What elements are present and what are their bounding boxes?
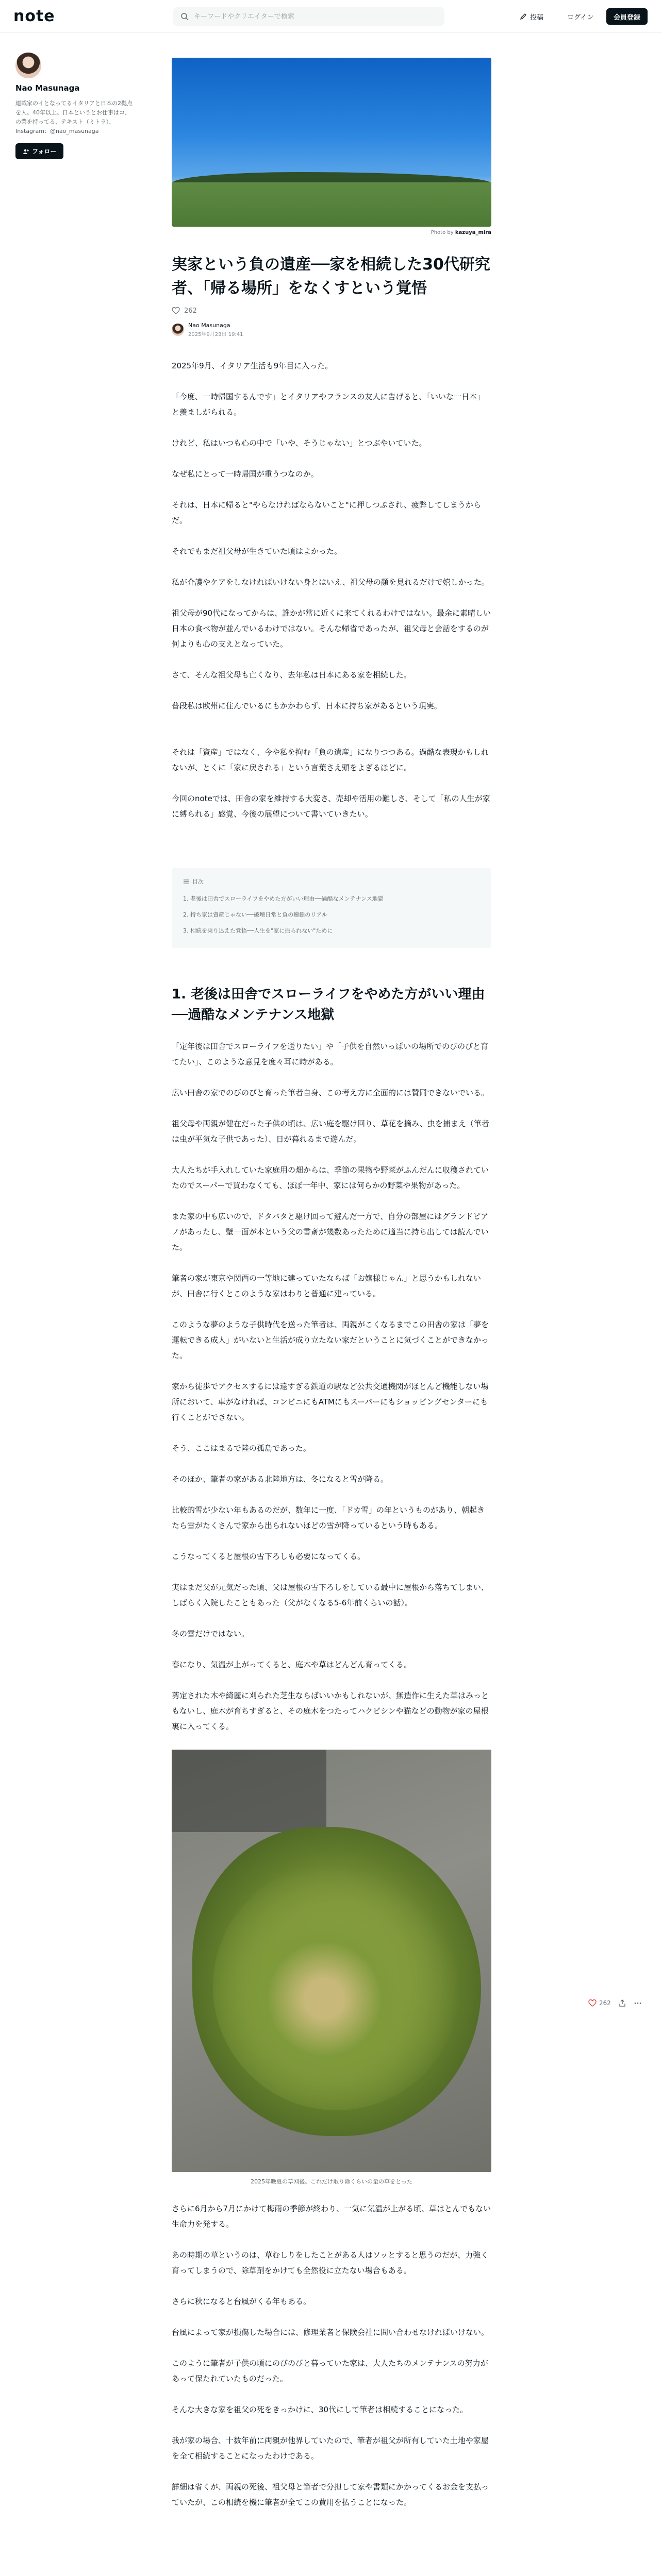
- photo-credit: [172, 230, 491, 235]
- photo-credit-prefix: Photo by: [431, 230, 454, 235]
- article: [172, 58, 491, 2526]
- paragraph: 2025年9月、イタリア生活も9年目に入った。: [172, 361, 333, 370]
- paragraph: あの時期の草というのは、草むしりをしたことがある人はソッとすると思うのだが、力強く育ってしまうので、除草剤をかけても全然役に立たない場合もある。: [172, 2250, 489, 2275]
- paragraph: さらに秋になると台風がくる年もある。: [172, 2297, 311, 2306]
- paragraph: さて、そんな祖父母も亡くなり、去年私は日本にある家を相続した。: [172, 670, 411, 680]
- follow-button[interactable]: [15, 143, 63, 159]
- article-body: [172, 358, 491, 2510]
- paragraph: 台風によって家が損傷した場合には、修理業者と保険会社に問い合わせなければいけない。: [172, 2328, 489, 2337]
- hero-image: [172, 58, 491, 227]
- post-button[interactable]: [520, 8, 543, 25]
- paragraph: さらに6月から7月にかけて梅雨の季節が終わり、一気に気温が上がる頃、草はとんでもない生命力を発する。: [172, 2204, 491, 2229]
- search-input[interactable]: [194, 13, 431, 21]
- toc-label: 目次: [192, 878, 204, 885]
- author-name[interactable]: Nao Masunaga: [188, 322, 230, 329]
- paragraph: 春になり、気温が上がってくると、庭木や草はどんどん育ってくる。: [172, 1660, 412, 1669]
- article-title: 実家という負の遺産──家を相続した30代研究者、「帰る場所」をなくすという覚悟: [172, 256, 490, 297]
- author-meta: [188, 322, 243, 337]
- publish-date: 2025年9月23日 19:41: [188, 332, 243, 337]
- search-icon: [180, 12, 189, 21]
- share-icon[interactable]: [618, 1999, 626, 2007]
- float-like-count: 262: [599, 1999, 611, 2007]
- toc-item[interactable]: 1. 老後は田舎でスローライフをやめた方がいい理由──過酷なメンテナンス地獄: [183, 891, 480, 907]
- list-icon: [183, 878, 189, 885]
- author-row: [172, 322, 491, 337]
- paragraph: 筆者の家が東京や関西の一等地に建っていたならば「お嬢様じゃん」と思うかもしれないが、田舎に行くとこのような家はわりと普通に建っている。: [172, 1274, 482, 1298]
- paragraph: 祖父母や両親が健在だった子供の頃は、広い庭を駆け回り、草花を摘み、虫を捕まえ（筆者は虫が平気な子供であった）、日が暮れるまで遊んだ。: [172, 1119, 489, 1144]
- paragraph: 家から徒歩でアクセスするには遠すぎる鉄道の駅など公共交通機関がほとんど機能しない場所において、車がなければ、コンビニにもATMにもスーパーにもショッピングセンターにも行くことができない。: [172, 1382, 489, 1422]
- heart-icon: [172, 307, 180, 315]
- paragraph: 我が家の場合、十数年前に両親が他界していたので、筆者が祖父が所有していた土地や家屋を全て相続することになったわけである。: [172, 2436, 489, 2461]
- paragraph: そのほか、筆者の家がある北陸地方は、冬になると雪が降る。: [172, 1475, 389, 1484]
- paragraph: なぜ私にとって一時帰国が重うつなのか。: [172, 469, 319, 479]
- signup-button[interactable]: 会員登録: [606, 8, 648, 25]
- paragraph: 祖父母が90代になってからは、誰かが常に近くに来てくれるわけではない。最余に素晴しい日本の食べ物が並んでいるわけではない。そんな帰省であったが、祖父母と会話をするのが何よりも心の支えとなっていた。: [172, 608, 491, 649]
- paragraph: そんな大きな家を祖父の死をきっかけに、30代にして筆者は相続することになった。: [172, 2405, 468, 2414]
- toc-item[interactable]: 2. 持ち家は資産じゃない──破壊日常と負の連鎖のリアル: [183, 907, 480, 923]
- hero-hills: [172, 172, 491, 183]
- more-icon[interactable]: [634, 1999, 642, 2007]
- paragraph: 「定年後は田舎でスローライフを送りたい」や「子供を自然いっぱいの場所でのびのびと育てたい」、このような意見を度々耳に時がある。: [172, 1042, 489, 1066]
- paragraph: 普段私は欧州に住んでいるにもかかわらず、日本に持ち家があるという現実。: [172, 701, 442, 710]
- author-avatar[interactable]: [172, 324, 184, 336]
- paragraph: このような夢のような子供時代を送った筆者は、両親がこくなるまでこの田舎の家は「夢を運転できる成人」がいないと生活が成り立たない家だということに気づくことができなかった。: [172, 1320, 489, 1360]
- paragraph: けれど、私はいつも心の中で「いや、そうじゃない」とつぶやいていた。: [172, 438, 427, 448]
- sidebar-author-bio: 連載家のイとなってるイタリアと日本の2拠点を人。40年以上。日本というとお仕事はコ、の業を持ってる、テキスト（ミトラ）、Instagram：@nao_masunaga: [15, 100, 133, 134]
- paragraph: 「今度、一時帰国するんです」とイタリアやフランスの友人に告げると、「いいな一日本」と羨ましがられる。: [172, 392, 485, 417]
- paragraph: 私が介護やケアをしなければいけない身とはいえ、祖父母の顔を見れるだけで嬉しかった。: [172, 578, 489, 587]
- follow-label: フォロー: [32, 148, 57, 155]
- heart-icon: [588, 1999, 597, 2007]
- author-sidebar: [15, 53, 134, 159]
- sidebar-author-name[interactable]: Nao Masunaga: [15, 83, 80, 93]
- photo-shadow: [172, 1750, 326, 1832]
- paragraph: 剪定された木や綺麗に刈られた芝生ならばいいかもしれないが、無造作に生えた草はみっともないし、庭木が育ちすぎると、その庭木をつたってハクビシンや猫などの動物が家の屋根裏に入ってくる。: [172, 1691, 489, 1731]
- section-heading: 1. 老後は田舎でスローライフをやめた方がいい理由──過酷なメンテナンス地獄: [172, 987, 485, 1023]
- toc-header[interactable]: [183, 877, 480, 886]
- float-like-button[interactable]: [588, 1999, 611, 2007]
- search-bar[interactable]: [173, 7, 444, 26]
- paragraph: 冬の雪だけではない。: [172, 1629, 250, 1638]
- photo-caption: 2025年晩夏の草刈後。これだけ取り除くらいの量の草をとった: [251, 2178, 412, 2185]
- table-of-contents: [172, 868, 491, 948]
- photo-pile-highlight: [213, 1863, 460, 2110]
- paragraph: それは、日本に帰ると"やらなければならないこと"に押しつぶされ、疲弊してしまうからだ。: [172, 500, 481, 525]
- paragraph: このように筆者が子供の頃にのびのびと暮っていた家は、大人たちのメンテナンスの努力があって保たれていたものだった。: [172, 2359, 488, 2383]
- post-label: 投稿: [530, 13, 544, 22]
- note-logo[interactable]: note: [13, 7, 55, 25]
- paragraph: 比較的雪が少ない年もあるのだが、数年に一度、「ドカ雪」の年というものがあり、朝起きたら雪がたくさんで家から出られないほどの雪が降っているという時もある。: [172, 1505, 485, 1530]
- paragraph: 詳細は省くが、両親の死後、祖父母と筆者で分担して家や書類にかかってくるお金を支払っていたが、この相続を機に筆者が全てこの費用を払うことになった。: [172, 2482, 489, 2507]
- paragraph: 実はまだ父が元気だった頃、父は屋根の雪下ろしをしている最中に屋根から落ちてしまい、しばらく入院したこともあった（父がなくなる5-6年前くらいの話）。: [172, 1583, 489, 1607]
- paragraph: 今回のnoteでは、田舎の家を維持する大変さ、売却や活用の難しさ、そして「私の人生が家に縛られる」感覚、今後の展望について書いていきたい。: [172, 794, 490, 819]
- hero-field: [172, 182, 491, 227]
- paragraph: また家の中も広いので、ドタバタと駆け回って遊んだ一方で、自分の部屋にはグランドピアノがあったし、壁一面が本という父の書斎が幾数あったために適当に持ち出しては読んでいた。: [172, 1212, 489, 1252]
- paragraph: こうなってくると屋根の雪下ろしも必要になってくる。: [172, 1552, 366, 1561]
- paragraph: 広い田舎の家でのびのびと育った筆者自身、この考え方に全面的には賛同できないでいる。: [172, 1088, 489, 1097]
- avatar[interactable]: [15, 53, 41, 78]
- grass-pile-photo: [172, 1750, 491, 2172]
- site-header: [0, 0, 662, 33]
- paragraph: それでもまだ祖父母が生きていた頃はよかった。: [172, 547, 342, 556]
- toc-item[interactable]: 3. 相続を乗り込えた覚悟──人生を"家に振られない"ために: [183, 923, 480, 939]
- user-plus-icon: [23, 148, 29, 155]
- floating-actions: [588, 1999, 642, 2007]
- like-count-row[interactable]: [172, 307, 491, 315]
- paragraph: 大人たちが手入れしていた家庭用の畑からは、季節の果物や野菜がふんだんに収穫されていたのでスーパーで買わなくても、ほぼ一年中、家には何らかの野菜や果物があった。: [172, 1165, 489, 1190]
- photo-credit-name[interactable]: kazuya_mira: [455, 230, 491, 235]
- paragraph: そう、ここはまるで陸の孤島であった。: [172, 1444, 311, 1453]
- login-button[interactable]: ログイン: [567, 13, 594, 22]
- pencil-icon: [520, 13, 527, 20]
- paragraph: それは「資産」ではなく、今や私を拘む「負の遺産」になりつつある。過酷な表現かもしれないが、とくに「家に戻される」という言葉さえ頭をよぎるほどに。: [172, 748, 489, 772]
- like-count: 262: [184, 307, 197, 315]
